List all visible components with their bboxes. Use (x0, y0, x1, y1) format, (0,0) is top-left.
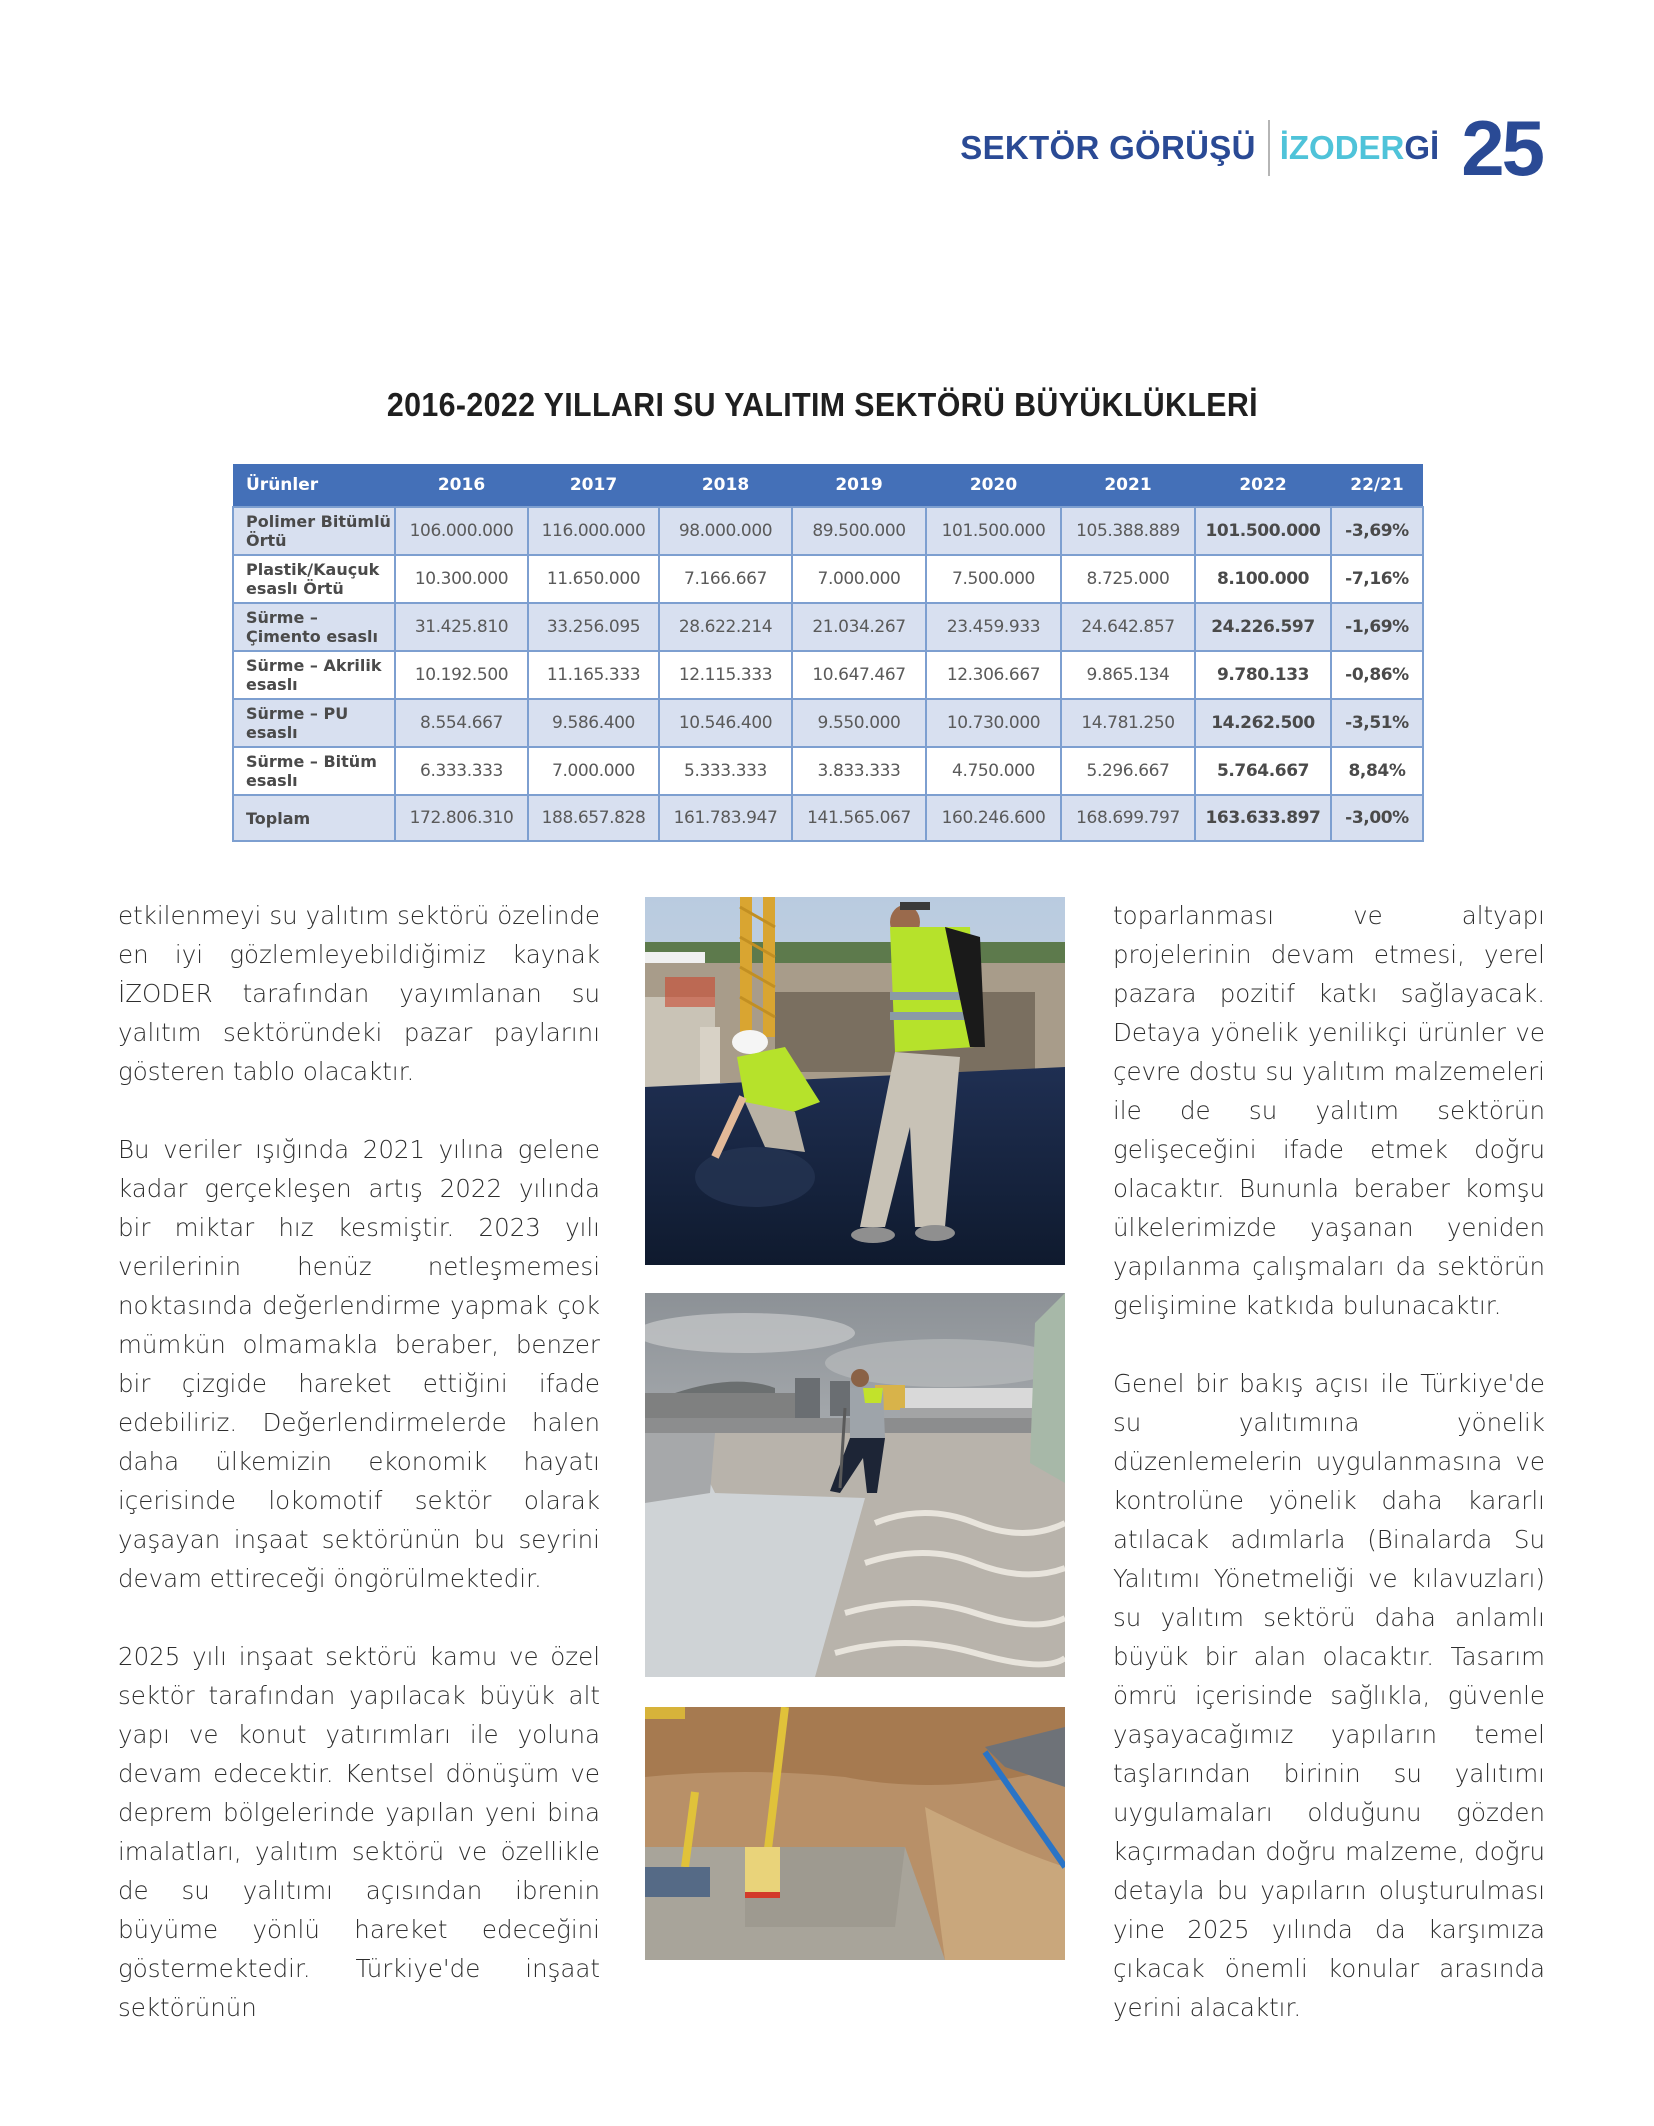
paragraph: toparlanması ve altyapı projelerinin devam etmesi, yerel pazara pozitif katkı sağlayacak. Detaya yönelik yenilikçi ürünler ve çevre dostu su yalıtım malzemeleri ile de su yalıtım sektörün gelişeceğini ifade etmek doğru olacaktır. Bununla beraber komşu ülkelerimizde yaşanan yeniden yapılanma çalışmaları da sektörün gelişimine katkıda bulunacaktır. (1113, 901, 1545, 1320)
value-cell: 23.459.933 (926, 603, 1061, 651)
value-cell: 161.783.947 (659, 795, 792, 841)
table-title-text: 2016-2022 YILLARI SU YALITIM SEKTÖRÜ BÜYÜKLÜKLERİ (386, 386, 1258, 423)
paragraph: Bu veriler ışığında 2021 yılına gelene kadar gerçekleşen artış 2022 yılında bir miktar hız kesmiştir. 2023 yılı verilerinin henüz netleşmemesi noktasında değerlendirme yapmak çok mümkün olmamakla beraber, benzer bir çizgide hareket ettiğini ifade edebiliriz. Değerlendirmelerde halen daha ülkemizin ekonomik hayatı içerisinde lokomotif sektör olarak yaşayan inşaat sektörünün bu seyrini devam ettireceği öngörülmektedir. (118, 1135, 600, 1593)
table-row (233, 603, 1423, 651)
column-header: 2018 (659, 464, 792, 507)
product-label: Plastik/Kauçuk esaslı Örtü (233, 555, 395, 603)
table-row (233, 555, 1423, 603)
value-cell: 3.833.333 (792, 747, 926, 795)
product-label: Sürme – PU esaslı (233, 699, 395, 747)
column-header: 22/21 (1331, 464, 1423, 507)
magazine-logo-part2: Gİ (1404, 129, 1440, 166)
magazine-logo (1280, 129, 1440, 167)
value-cell: 11.165.333 (528, 651, 659, 699)
value-cell: 8.554.667 (395, 699, 528, 747)
column-header: 2022 (1195, 464, 1331, 507)
value-cell: 160.246.600 (926, 795, 1061, 841)
value-cell: 9.865.134 (1061, 651, 1195, 699)
table-total-row (233, 795, 1423, 841)
masthead (960, 104, 1542, 192)
value-cell: 10.546.400 (659, 699, 792, 747)
column-header: 2017 (528, 464, 659, 507)
value-cell: 101.500.000 (1195, 507, 1331, 555)
change-cell: -3,00% (1331, 795, 1423, 841)
article-right-column (1113, 896, 1545, 2027)
table-row (233, 507, 1423, 555)
value-cell: 9.780.133 (1195, 651, 1331, 699)
paragraph: Genel bir bakış açısı ile Türkiye'de su yalıtımına yönelik düzenlemelerin uygulanmasına ve kontrolüne yönelik daha kararlı atılacak adımlarla (Binalarda Su Yalıtımı Yönetmeliği ve kılavuzları) su yalıtım sektörü daha anlamlı büyük bir alan olacaktır. Tasarım ömrü içerisinde sağlıkla, güvenle yaşayacağımız yapıların temel taşlarından birinin su yalıtımı uygulamaları olduğunu gözden kaçırmadan doğru malzeme, doğru detayla bu yapıların oluşturulması yine 2025 yılında da karşımıza çıkacak önemli konular arasında yerini alacaktır. (1113, 1369, 1545, 2022)
value-cell: 9.550.000 (792, 699, 926, 747)
column-header: 2019 (792, 464, 926, 507)
change-cell: -3,69% (1331, 507, 1423, 555)
value-cell: 168.699.797 (1061, 795, 1195, 841)
column-header: 2016 (395, 464, 528, 507)
value-cell: 6.333.333 (395, 747, 528, 795)
photo-excavation-site (645, 1707, 1065, 1960)
value-cell: 9.586.400 (528, 699, 659, 747)
value-cell: 4.750.000 (926, 747, 1061, 795)
column-header: 2021 (1061, 464, 1195, 507)
value-cell: 101.500.000 (926, 507, 1061, 555)
value-cell: 10.192.500 (395, 651, 528, 699)
product-label: Sürme – Çimento esaslı (233, 603, 395, 651)
value-cell: 7.166.667 (659, 555, 792, 603)
value-cell: 24.226.597 (1195, 603, 1331, 651)
value-cell: 7.000.000 (528, 747, 659, 795)
page-number: 25 (1461, 104, 1542, 192)
value-cell: 116.000.000 (528, 507, 659, 555)
value-cell: 5.764.667 (1195, 747, 1331, 795)
value-cell: 5.296.667 (1061, 747, 1195, 795)
value-cell: 14.781.250 (1061, 699, 1195, 747)
paragraph: etkilenmeyi su yalıtım sektörü özelinde en iyi gözlemleyebildiğimiz kaynak İZODER tarafından yayımlanan su yalıtım sektöründeki pazar paylarını gösteren tablo olacaktır. (118, 901, 600, 1086)
product-label: Polimer Bitümlü Örtü (233, 507, 395, 555)
value-cell: 163.633.897 (1195, 795, 1331, 841)
value-cell: 89.500.000 (792, 507, 926, 555)
article-left-column (118, 896, 600, 2027)
paragraph: 2025 yılı inşaat sektörü kamu ve özel sektör tarafından yapılacak büyük alt yapı ve konut yatırımları ile yoluna devam edecektir. Kentsel dönüşüm ve deprem bölgelerinde yapılan yeni bina imalatları, yalıtım sektörü ve özellikle de su yalıtımı açısından ibrenin büyüme yönlü hareket edeceğini göstermektedir. Türkiye'de inşaat sektörünün (118, 1642, 600, 2022)
table-row (233, 651, 1423, 699)
value-cell: 14.262.500 (1195, 699, 1331, 747)
photo-liquid-membrane-application (645, 1293, 1065, 1677)
section-label: SEKTÖR GÖRÜŞÜ (960, 129, 1256, 166)
value-cell: 11.650.000 (528, 555, 659, 603)
value-cell: 98.000.000 (659, 507, 792, 555)
value-cell: 7.000.000 (792, 555, 926, 603)
value-cell: 21.034.267 (792, 603, 926, 651)
product-label: Toplam (233, 795, 395, 841)
value-cell: 188.657.828 (528, 795, 659, 841)
table-row (233, 699, 1423, 747)
change-cell: -0,86% (1331, 651, 1423, 699)
value-cell: 31.425.810 (395, 603, 528, 651)
change-cell: -1,69% (1331, 603, 1423, 651)
value-cell: 7.500.000 (926, 555, 1061, 603)
value-cell: 10.647.467 (792, 651, 926, 699)
value-cell: 10.730.000 (926, 699, 1061, 747)
photo-inspecting-waterproofed-roof (645, 897, 1065, 1265)
value-cell: 8.725.000 (1061, 555, 1195, 603)
change-cell: -7,16% (1331, 555, 1423, 603)
value-cell: 172.806.310 (395, 795, 528, 841)
market-size-table (232, 464, 1424, 842)
product-label: Sürme – Akrilik esaslı (233, 651, 395, 699)
table-title (0, 386, 1654, 424)
value-cell: 10.300.000 (395, 555, 528, 603)
value-cell: 12.306.667 (926, 651, 1061, 699)
value-cell: 33.256.095 (528, 603, 659, 651)
column-header: Ürünler (233, 464, 395, 507)
value-cell: 12.115.333 (659, 651, 792, 699)
magazine-logo-part1: İZODER (1279, 129, 1405, 166)
value-cell: 105.388.889 (1061, 507, 1195, 555)
value-cell: 8.100.000 (1195, 555, 1331, 603)
value-cell: 5.333.333 (659, 747, 792, 795)
change-cell: 8,84% (1331, 747, 1423, 795)
change-cell: -3,51% (1331, 699, 1423, 747)
table-header-row (233, 464, 1423, 507)
value-cell: 106.000.000 (395, 507, 528, 555)
value-cell: 141.565.067 (792, 795, 926, 841)
value-cell: 28.622.214 (659, 603, 792, 651)
table-row (233, 747, 1423, 795)
column-header: 2020 (926, 464, 1061, 507)
masthead-divider (1268, 120, 1270, 176)
value-cell: 24.642.857 (1061, 603, 1195, 651)
product-label: Sürme – Bitüm esaslı (233, 747, 395, 795)
